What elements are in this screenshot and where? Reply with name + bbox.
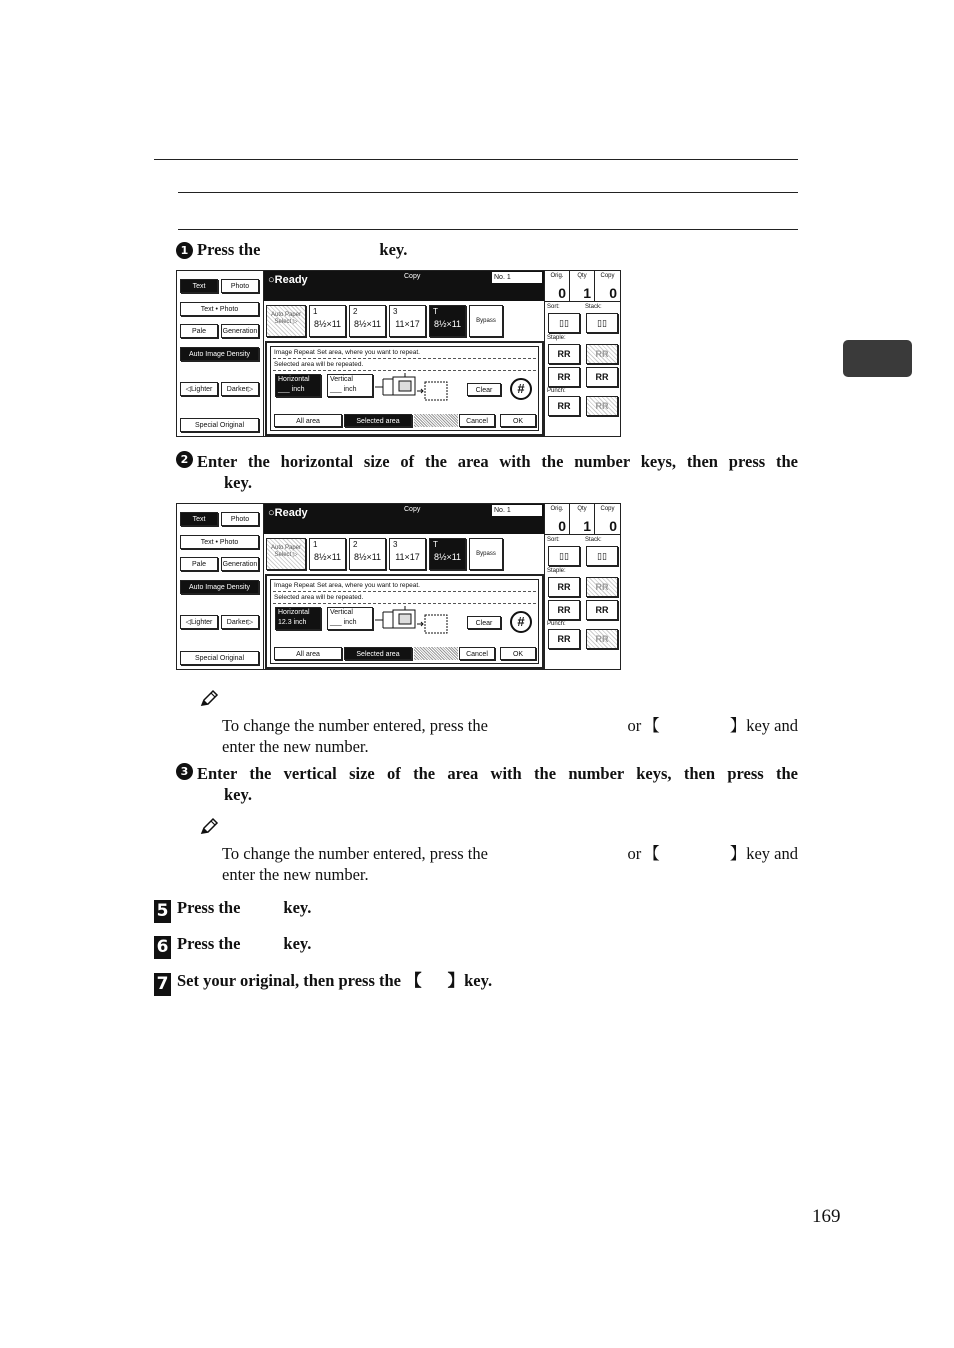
tray-3-button[interactable] xyxy=(389,538,426,570)
all-area-button[interactable]: All area xyxy=(274,414,342,427)
copy-counter xyxy=(595,271,620,301)
step-6 xyxy=(154,933,311,959)
tray-size: 11×17 xyxy=(395,552,420,562)
step-text: Press the xyxy=(177,934,241,953)
ready-label: Ready xyxy=(274,274,308,286)
auto-paper-select-button[interactable] xyxy=(266,538,306,570)
step-number-badge: 5 xyxy=(154,900,171,923)
vertical-field[interactable]: Vertical ___ inch xyxy=(327,607,373,630)
step-text: key. xyxy=(224,785,252,804)
note-text: To change the number entered, press the xyxy=(222,844,488,863)
note-text: To change the number entered, press the xyxy=(222,716,488,735)
image-repeat-dialog xyxy=(265,341,544,436)
staple-button-4[interactable]: RR xyxy=(586,600,618,620)
dotted-fill xyxy=(414,647,458,660)
tray-large-button[interactable] xyxy=(429,305,466,337)
page-number: 169 xyxy=(812,1206,841,1227)
tray-label: Bypass xyxy=(476,318,496,324)
counter-label: Copy xyxy=(600,273,615,279)
text-photo-button[interactable]: Text • Photo xyxy=(180,302,259,316)
counter-label: Orig. xyxy=(550,273,564,279)
step-text: Set your original, then press the xyxy=(177,971,401,990)
step-text: key. xyxy=(379,240,408,259)
staple-button-1[interactable]: RR xyxy=(548,577,580,597)
divider xyxy=(273,591,536,592)
copier-panel-1 xyxy=(176,270,621,437)
copy-label: Copy xyxy=(404,273,421,280)
originals-counter xyxy=(545,504,570,534)
section-rule-top xyxy=(178,192,798,193)
dotted-fill xyxy=(414,414,458,427)
horizontal-value: ___ xyxy=(278,386,290,393)
step-text: key. xyxy=(224,473,252,492)
ready-status: ○Ready xyxy=(268,274,308,286)
circled-number-3: 3 xyxy=(176,763,193,780)
paper-tray-row xyxy=(266,305,544,337)
divider xyxy=(273,358,536,359)
copy-counter xyxy=(595,504,620,534)
divider xyxy=(545,301,621,302)
hash-key-icon xyxy=(510,378,532,400)
staple-label: Staple: xyxy=(547,568,566,574)
sort-button[interactable]: ▯▯ xyxy=(548,313,580,333)
step-text: Enter the horizontal size of the area with the number keys, then press the xyxy=(197,452,798,471)
bracket: 【 xyxy=(405,971,422,990)
field-label: Vertical xyxy=(330,609,353,616)
punch-button-2[interactable]: RR xyxy=(586,629,618,649)
substep-1 xyxy=(176,239,407,260)
unit-label: inch xyxy=(343,619,357,626)
counter-value: 1 xyxy=(583,285,591,301)
ready-label: Ready xyxy=(274,507,308,519)
auto-density-button[interactable]: Auto Image Density xyxy=(180,580,259,594)
tray-1-button[interactable] xyxy=(309,538,346,570)
counter-value: 0 xyxy=(609,285,617,301)
lighter-button[interactable]: ◁Lighter xyxy=(180,615,218,629)
step-text: Press the xyxy=(197,240,261,259)
tray-2-button[interactable] xyxy=(349,305,386,337)
header-rule xyxy=(154,159,798,160)
step-number-badge: 7 xyxy=(154,973,171,996)
staple-button-4[interactable]: RR xyxy=(586,367,618,387)
note-2 xyxy=(222,843,798,885)
horizontal-field[interactable] xyxy=(275,374,321,397)
finishing-column xyxy=(544,504,621,669)
substep-2 xyxy=(176,451,798,493)
tray-size: 8½×11 xyxy=(313,552,342,562)
horizontal-field[interactable] xyxy=(275,607,321,630)
hash-symbol: # xyxy=(517,614,525,629)
auto-density-button[interactable]: Auto Image Density xyxy=(180,347,259,361)
dialog-title: Image Repeat xyxy=(274,582,315,589)
generation-button[interactable]: Generation xyxy=(221,557,259,571)
bracket: 【 xyxy=(643,844,660,863)
tray-large-button[interactable] xyxy=(429,538,466,570)
special-original-button[interactable]: Special Original xyxy=(180,651,259,665)
chapter-tab-marker xyxy=(843,340,912,377)
image-mode-column xyxy=(177,271,264,436)
image-repeat-dialog xyxy=(265,574,544,669)
field-label: Horizontal xyxy=(278,609,310,616)
counter-label: Qty xyxy=(577,273,587,279)
field-label: Horizontal xyxy=(278,376,310,383)
counter-label: Orig. xyxy=(550,506,564,512)
step-text: Enter the vertical size of the area with the number keys, then press the xyxy=(197,764,798,783)
originals-counter xyxy=(545,271,570,301)
punch-button-2[interactable]: RR xyxy=(586,396,618,416)
tray-number: 1 xyxy=(313,540,318,549)
counter-label: Copy xyxy=(600,506,615,512)
step-text: key. xyxy=(464,971,493,990)
hash-key-icon xyxy=(510,611,532,633)
tray-2-button[interactable] xyxy=(349,538,386,570)
selected-area-button[interactable]: Selected area xyxy=(344,414,412,427)
note-text: key and xyxy=(746,716,798,735)
note-1 xyxy=(222,715,798,757)
staple-label: Staple: xyxy=(547,335,566,341)
selected-message: Selected area will be repeated. xyxy=(274,594,364,601)
tray-size: 8½×11 xyxy=(353,319,382,329)
job-number: No. 1 xyxy=(492,505,542,516)
note-text: enter the new number. xyxy=(222,737,369,756)
pale-button[interactable]: Pale xyxy=(180,557,218,571)
sort-label: Sort: xyxy=(547,537,560,543)
counter-label: Qty xyxy=(577,506,587,512)
finishing-column xyxy=(544,271,621,436)
vertical-field[interactable]: Vertical ___ inch xyxy=(327,374,373,397)
note-text: or xyxy=(627,844,642,863)
special-original-button[interactable]: Special Original xyxy=(180,418,259,432)
sort-label: Sort: xyxy=(547,304,560,310)
staple-button-2[interactable]: RR xyxy=(586,344,618,364)
punch-label: Punch: xyxy=(547,388,566,394)
note-text: key and xyxy=(746,844,798,863)
repeat-diagram-icon xyxy=(375,602,451,636)
step-5 xyxy=(154,897,311,923)
clear-button[interactable]: Clear xyxy=(467,383,501,396)
counter-value: 0 xyxy=(558,518,566,534)
tray-number: T xyxy=(433,540,438,549)
tray-number: 2 xyxy=(353,307,358,316)
stack-label: Stack: xyxy=(585,537,602,543)
horizontal-value: 12.3 xyxy=(278,619,292,626)
substep-3 xyxy=(176,763,798,805)
text-button[interactable]: Text xyxy=(180,512,218,526)
generation-button[interactable]: Generation xyxy=(221,324,259,338)
tray-label: Auto Paper Select ▷ xyxy=(270,312,302,325)
photo-button[interactable]: Photo xyxy=(221,279,259,293)
selected-area-button[interactable]: Selected area xyxy=(344,647,412,660)
bracket: 】 xyxy=(729,716,747,735)
copy-label: Copy xyxy=(404,506,421,513)
pencil-note-icon xyxy=(199,817,219,837)
darker-button[interactable]: Darker▷ xyxy=(221,615,259,629)
tray-number: 3 xyxy=(393,540,398,549)
job-number: No. 1 xyxy=(492,272,542,283)
tray-size: 8½×11 xyxy=(313,319,342,329)
lighter-button[interactable]: ◁Lighter xyxy=(180,382,218,396)
tray-label: Bypass xyxy=(476,551,496,557)
step-text: key. xyxy=(283,934,312,953)
tray-label: Auto Paper Select ▷ xyxy=(270,545,302,558)
note-text: enter the new number. xyxy=(222,865,369,884)
pencil-note-icon xyxy=(199,689,219,709)
tray-size: 8½×11 xyxy=(433,319,462,329)
bracket: 【 xyxy=(643,716,660,735)
all-area-button[interactable]: All area xyxy=(274,647,342,660)
field-label: Vertical xyxy=(330,376,353,383)
counter-value: 1 xyxy=(583,518,591,534)
unit-label: inch xyxy=(343,386,357,393)
copier-panel-2 xyxy=(176,503,621,670)
section-rule-bottom xyxy=(178,229,798,230)
text-photo-button[interactable]: Text • Photo xyxy=(180,535,259,549)
tray-3-button[interactable] xyxy=(389,305,426,337)
punch-button-1[interactable]: RR xyxy=(548,629,580,649)
clear-button[interactable]: Clear xyxy=(467,616,501,629)
cancel-button[interactable]: Cancel xyxy=(459,647,495,660)
pale-button[interactable]: Pale xyxy=(180,324,218,338)
staple-button-1[interactable]: RR xyxy=(548,344,580,364)
tray-number: 3 xyxy=(393,307,398,316)
photo-button[interactable]: Photo xyxy=(221,512,259,526)
image-mode-column xyxy=(177,504,264,669)
quantity-counter xyxy=(570,504,595,534)
bracket: 】 xyxy=(729,844,747,863)
punch-label: Punch: xyxy=(547,621,566,627)
paper-tray-row xyxy=(266,538,544,570)
bypass-button[interactable] xyxy=(469,305,503,337)
staple-button-3[interactable]: RR xyxy=(548,367,580,387)
sort-button[interactable]: ▯▯ xyxy=(548,546,580,566)
status-bar xyxy=(264,504,544,534)
tray-1-button[interactable] xyxy=(309,305,346,337)
hash-symbol: # xyxy=(517,381,525,396)
staple-button-3[interactable]: RR xyxy=(548,600,580,620)
ready-status: ○Ready xyxy=(268,507,308,519)
tray-number: 1 xyxy=(313,307,318,316)
text-button[interactable]: Text xyxy=(180,279,218,293)
cancel-button[interactable]: Cancel xyxy=(459,414,495,427)
auto-paper-select-button[interactable] xyxy=(266,305,306,337)
tray-number: 2 xyxy=(353,540,358,549)
selected-message: Selected area will be repeated. xyxy=(274,361,364,368)
tray-number: T xyxy=(433,307,438,316)
step-text: Press the xyxy=(177,898,241,917)
ok-button[interactable]: OK xyxy=(500,647,536,660)
quantity-counter xyxy=(570,271,595,301)
dialog-title: Image Repeat xyxy=(274,349,315,356)
stack-label: Stack: xyxy=(585,304,602,310)
repeat-diagram-icon xyxy=(375,369,451,403)
stack-button[interactable]: ▯▯ xyxy=(586,546,618,566)
stack-button[interactable]: ▯▯ xyxy=(586,313,618,333)
tray-size: 11×17 xyxy=(395,319,420,329)
staple-button-2[interactable]: RR xyxy=(586,577,618,597)
dialog-instruction: Set area, where you want to repeat. xyxy=(317,582,420,589)
tray-size: 8½×11 xyxy=(353,552,382,562)
punch-button-1[interactable]: RR xyxy=(548,396,580,416)
circled-number-2: 2 xyxy=(176,451,193,468)
counter-value: 0 xyxy=(609,518,617,534)
unit-label: inch xyxy=(291,386,305,393)
ok-button[interactable]: OK xyxy=(500,414,536,427)
status-bar xyxy=(264,271,544,301)
step-number-badge: 6 xyxy=(154,936,171,959)
bracket: 】 xyxy=(447,971,465,990)
step-text: key. xyxy=(283,898,312,917)
tray-size: 8½×11 xyxy=(433,552,462,562)
bypass-button[interactable] xyxy=(469,538,503,570)
note-text: or xyxy=(627,716,642,735)
counter-value: 0 xyxy=(558,285,566,301)
unit-label: inch xyxy=(293,619,307,626)
divider xyxy=(545,534,621,535)
step-7 xyxy=(154,970,492,996)
darker-button[interactable]: Darker▷ xyxy=(221,382,259,396)
circled-number-1: 1 xyxy=(176,242,193,259)
dialog-instruction: Set area, where you want to repeat. xyxy=(317,349,420,356)
